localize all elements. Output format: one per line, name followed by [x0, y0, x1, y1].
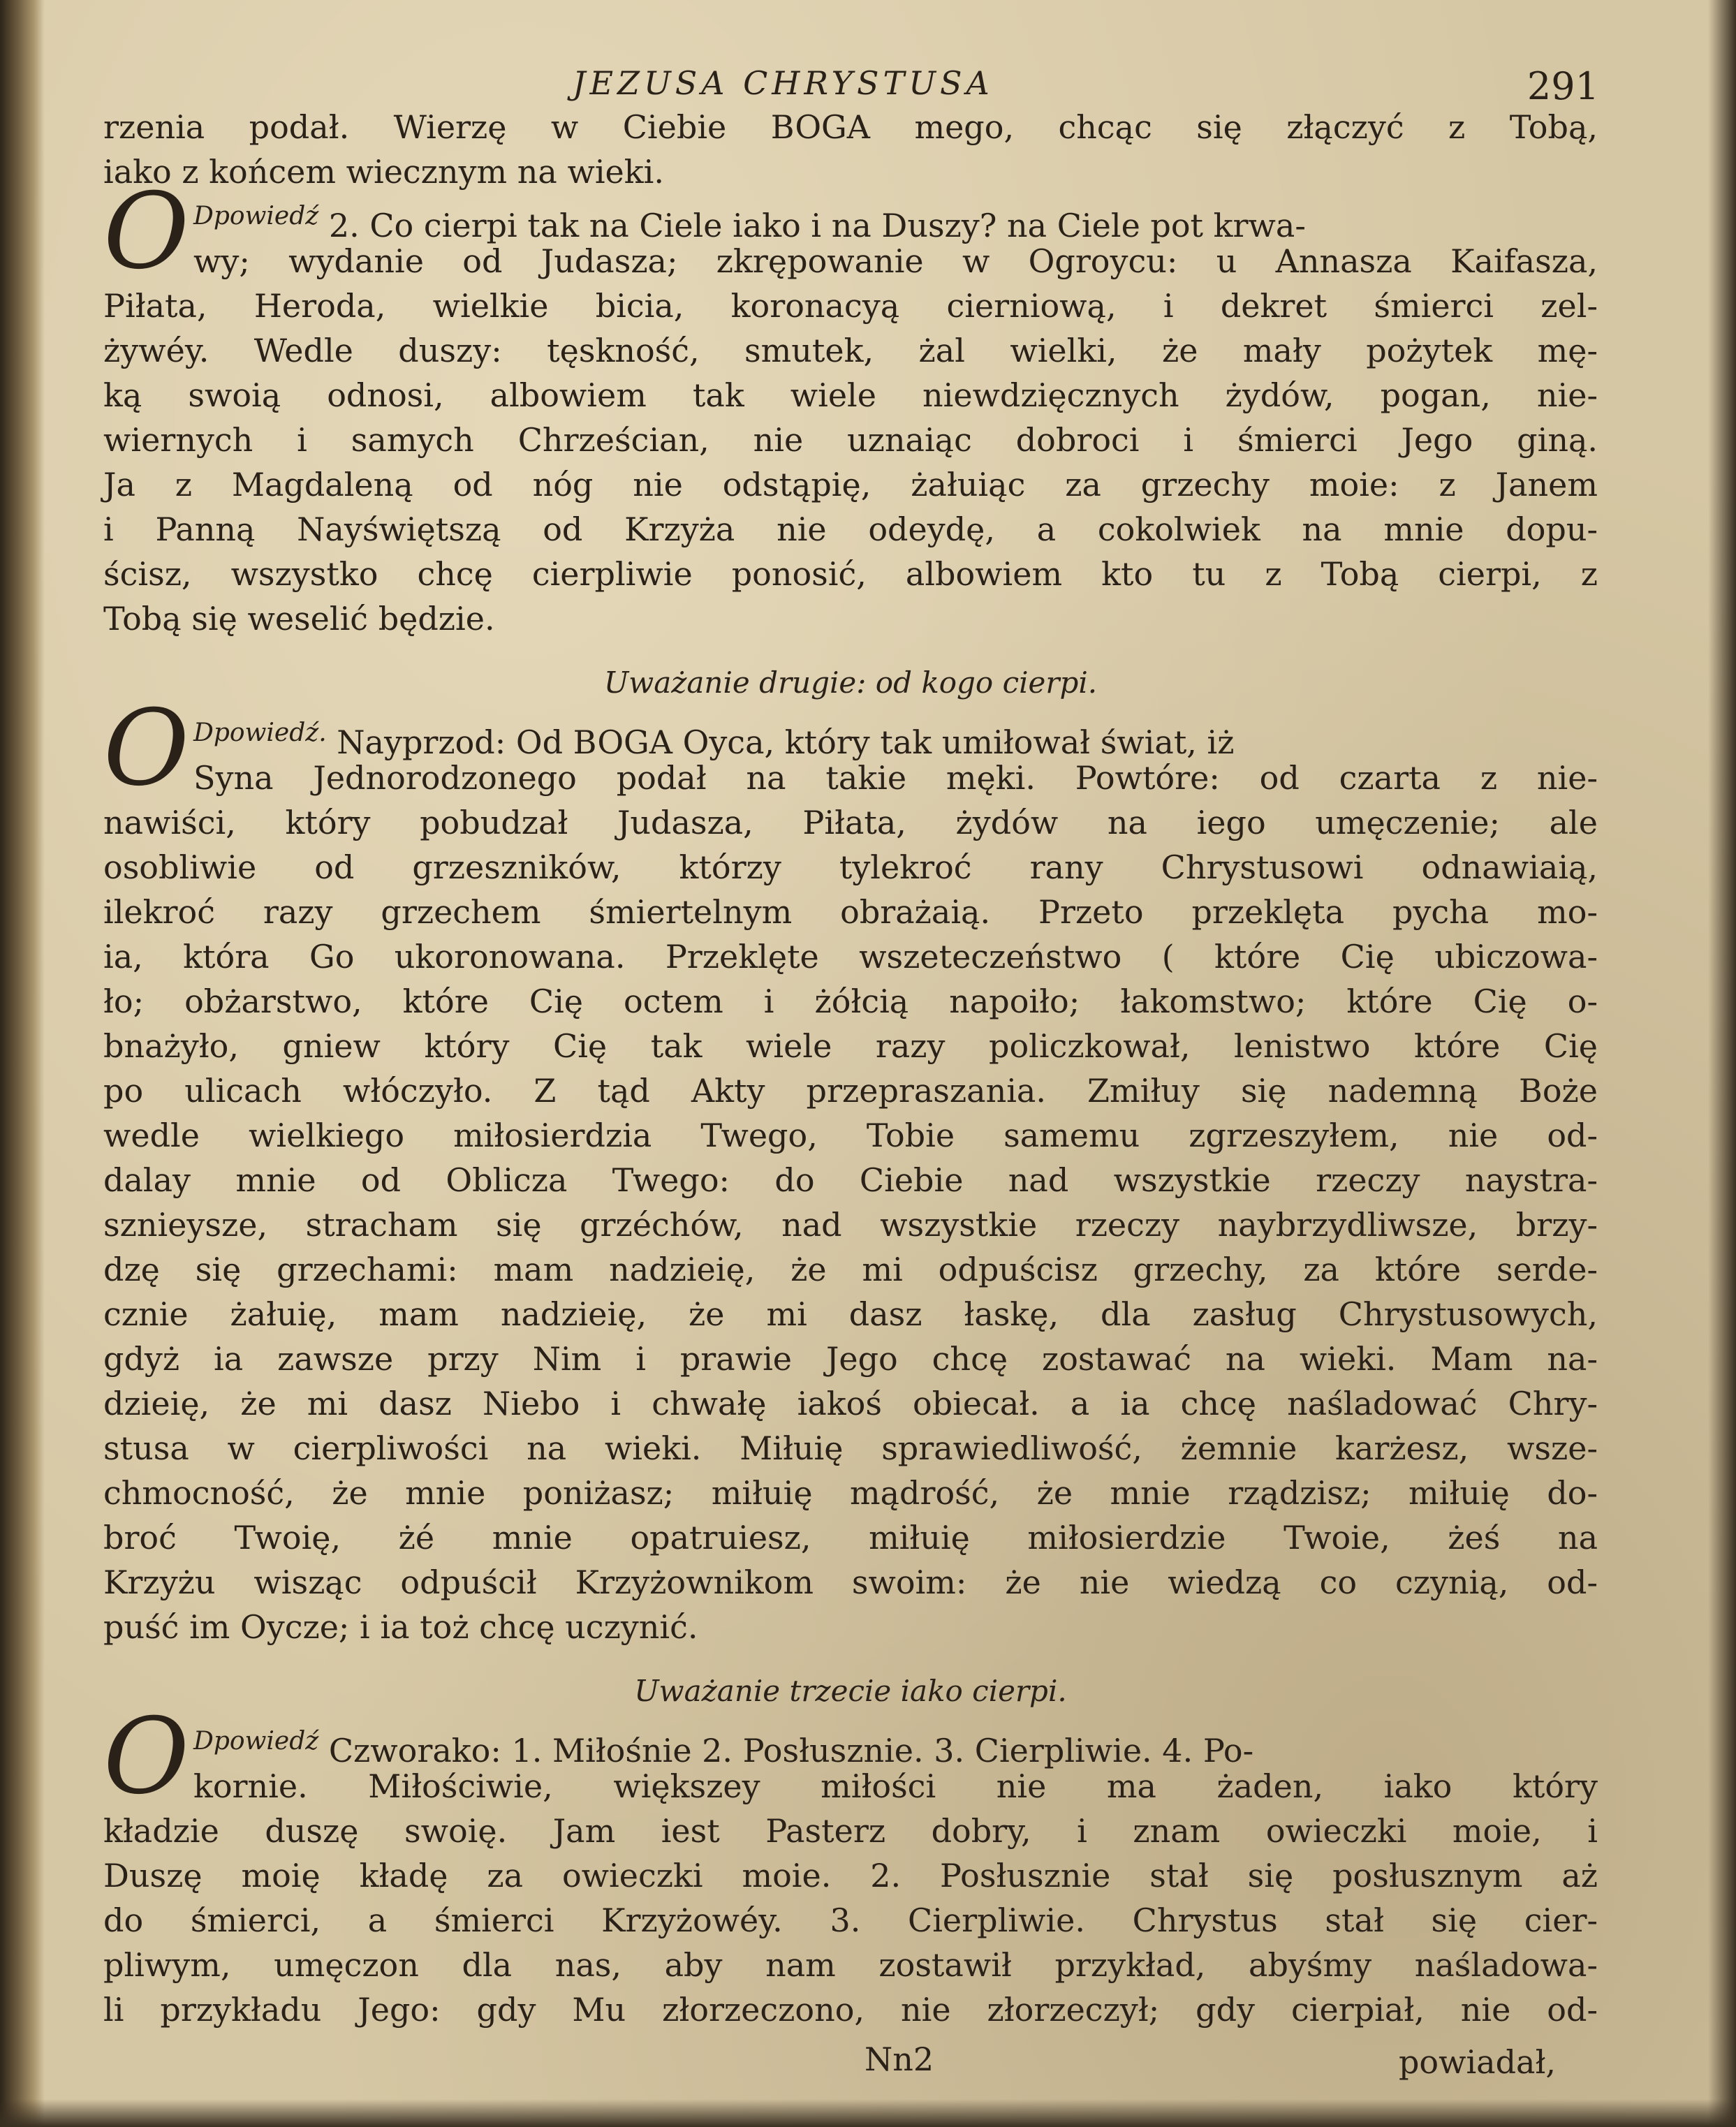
text-line — [103, 1158, 1598, 1202]
line-text: osobliwie od grzeszników, którzy tylekroć rany Chrystusowi odnawiaią, — [103, 848, 1598, 886]
line-text: Syna Jednorodzonego podał na takie męki. Powtóre: od czarta z nie- — [193, 759, 1598, 797]
line-text: do śmierci, a śmierci Krzyżowéy. 3. Cierpliwie. Chrystus stał się cier- — [103, 1901, 1598, 1939]
line-text: cznie żałuię, mam nadzieię, że mi dasz łaskę, dla zasług Chrystusowych, — [103, 1295, 1598, 1333]
drop-initial: O — [103, 1696, 189, 1818]
page-number: 291 — [1527, 64, 1599, 108]
line-text: Tobą się weselić będzie. — [103, 600, 495, 638]
page-edge-shadow-right — [1708, 0, 1736, 2127]
text-line — [103, 1113, 1598, 1158]
text-line — [103, 890, 1598, 934]
answer-lead-word: Dpowiedź. — [193, 719, 327, 747]
line-text: ia, która Go ukoronowana. Przeklęte wszeteczeństwo ( które Cię ubiczowa- — [103, 938, 1598, 976]
text-line — [103, 507, 1598, 552]
page-footer — [103, 2040, 1598, 2089]
answer-paragraph-2 — [103, 688, 1598, 1649]
line-text: chmocność, że mnie poniżasz; miłuię mądrość, że mnie rządzisz; miłuię do- — [103, 1474, 1598, 1512]
line-text: Czworako: 1. Miłośnie 2. Posłusznie. 3. Cierpliwie. 4. Po- — [328, 1732, 1254, 1769]
text-line — [103, 105, 1598, 149]
answer-lead-word: Dpowiedź — [193, 1727, 319, 1756]
line-text: ką swoią odnosi, albowiem tak wiele niewdzięcznych żydów, pogan, nie- — [103, 376, 1598, 414]
text-line — [103, 462, 1598, 507]
text-line — [103, 1943, 1598, 1987]
text-line — [103, 328, 1598, 373]
text-line — [103, 934, 1598, 979]
line-text: Piłata, Heroda, wielkie bicia, koronacyą cierniową, i dekret śmierci zel- — [103, 287, 1598, 325]
text-line — [103, 1605, 1598, 1649]
text-line — [103, 596, 1598, 641]
text-line — [103, 979, 1598, 1024]
line-text: dzę się grzechami: mam nadzieię, że mi odpuścisz grzechy, za które serde- — [103, 1251, 1598, 1288]
line-text: puść im Oycze; i ia toż chcę uczynić. — [103, 1608, 698, 1646]
line-text: wedle wielkiego miłosierdzia Twego, Tobie samemu zgrzeszyłem, nie od- — [103, 1117, 1598, 1154]
text-line — [103, 800, 1598, 845]
text-line — [103, 284, 1598, 328]
text-line — [103, 149, 1598, 194]
line-text: 2. Co cierpi tak na Ciele iako i na Duszy? na Ciele pot krwa- — [328, 207, 1306, 244]
running-title: JEZUSA CHRYSTUSA — [573, 64, 994, 102]
text-line — [103, 1471, 1598, 1515]
line-text: Krzyżu wisząc odpuścił Krzyżownikom swoim: że nie wiedzą co czynią, od- — [103, 1563, 1598, 1601]
line-text: nawiści, który pobudzał Judasza, Piłata, żydów na iego umęczenie; ale — [103, 804, 1598, 841]
text-line — [103, 1560, 1598, 1605]
intro-paragraph — [103, 105, 1598, 194]
text-line — [103, 1337, 1598, 1381]
line-text: kornie. Miłościwie, większey miłości nie ma żaden, iako który — [193, 1767, 1598, 1805]
line-text: wiernych i samych Chrześcian, nie uznaiąc dobroci i śmierci Jego giną. — [103, 421, 1598, 459]
line-text: Nayprzod: Od BOGA Oyca, który tak umiłował świat, iż — [337, 723, 1235, 761]
text-line — [103, 1024, 1598, 1068]
line-text: stusa w cierpliwości na wieki. Miłuię sprawiedliwość, żemnie karżesz, wsze- — [103, 1429, 1598, 1467]
drop-initial: O — [103, 688, 189, 809]
line-text: rzenia podał. Wierzę w Ciebie BOGA mego, chcąc się złączyć z Tobą, — [103, 108, 1598, 146]
line-text: ilekroć razy grzechem śmiertelnym obrażaią. Przeto przeklęta pycha mo- — [103, 893, 1598, 931]
drop-initial: O — [103, 171, 189, 293]
text-line — [103, 1853, 1598, 1898]
section-heading-3: Uważanie trzecie iako cierpi. — [634, 1674, 1067, 1708]
text-line — [103, 239, 1598, 284]
text-line — [103, 1898, 1598, 1943]
printer-signature: Nn2 — [865, 2040, 934, 2078]
line-text: ło; obżarstwo, które Cię octem i żółcią napoiło; łakomstwo; które Cię o- — [103, 982, 1598, 1020]
text-line — [103, 756, 1598, 800]
text-line — [103, 1515, 1598, 1560]
section-heading-2: Uważanie drugie: od kogo cierpi. — [603, 665, 1098, 700]
line-text: i Panną Nayświętszą od Krzyża nie odeydę, a cokolwiek na mnie dopu- — [103, 510, 1598, 548]
line-text: po ulicach włóczyło. Z tąd Akty przepraszania. Zmiłuy się nademną Boże — [103, 1072, 1598, 1110]
line-text: li przykładu Jego: gdy Mu złorzeczono, nie złorzeczył; gdy cierpiał, nie od- — [103, 1991, 1598, 2029]
text-line — [103, 1987, 1598, 2032]
text-line — [103, 1292, 1598, 1337]
page-body — [103, 105, 1598, 2032]
text-line — [103, 1247, 1598, 1292]
line-text: Ja z Magdaleną od nóg nie odstąpię, żałuiąc za grzechy moie: z Janem — [103, 466, 1598, 503]
text-line — [103, 1809, 1598, 1853]
line-text: gdyż ia zawsze przy Nim i prawie Jego chcę zostawać na wieki. Mam na- — [103, 1340, 1598, 1378]
text-line — [103, 373, 1598, 418]
line-text: bnażyło, gniew który Cię tak wiele razy policzkował, lenistwo które Cię — [103, 1027, 1598, 1065]
text-line — [103, 1426, 1598, 1471]
answer-paragraph-3 — [103, 1696, 1598, 2032]
page-edge-shadow-bottom — [0, 2099, 1736, 2127]
line-text: dzieię, że mi dasz Niebo i chwałę iakoś obiecał. a ia chcę naśladować Chry- — [103, 1385, 1598, 1422]
line-text: broć Twoię, żé mnie opatruiesz, miłuię miłosierdzie Twoie, żeś na — [103, 1519, 1598, 1556]
line-text: sznieysze, stracham się grzéchów, nad wszystkie rzeczy naybrzydliwsze, brzy- — [103, 1206, 1598, 1244]
line-text: żywéy. Wedle duszy: tęskność, smutek, żal wielki, że mały pożytek mę- — [103, 332, 1598, 369]
text-line — [103, 552, 1598, 596]
line-text: dalay mnie od Oblicza Twego: do Ciebie nad wszystkie rzeczy naystra- — [103, 1161, 1598, 1199]
line-text: Duszę moię kładę za owieczki moie. 2. Posłusznie stał się posłusznym aż — [103, 1857, 1598, 1894]
line-text: kładzie duszę swoię. Jam iest Pasterz dobry, i znam owieczki moie, i — [103, 1812, 1598, 1850]
book-binding-shadow — [0, 0, 45, 2127]
text-line — [103, 845, 1598, 890]
text-line — [103, 1381, 1598, 1426]
answer-lead-word: Dpowiedź — [193, 202, 319, 230]
text-line — [103, 1764, 1598, 1809]
line-text: pliwym, umęczon dla nas, aby nam zostawił przykład, abyśmy naśladowa- — [103, 1946, 1598, 1984]
line-text: ścisz, wszystko chcę cierpliwie ponosić, albowiem kto tu z Tobą cierpi, z — [103, 555, 1598, 593]
line-text: iako z końcem wiecznym na wieki. — [103, 153, 664, 191]
text-line — [103, 1068, 1598, 1113]
text-line — [103, 418, 1598, 462]
line-text: wy; wydanie od Judasza; zkrępowanie w Ogroycu: u Annasza Kaifasza, — [193, 242, 1598, 280]
text-line — [103, 1202, 1598, 1247]
catchword: powiadał, — [1398, 2043, 1556, 2081]
